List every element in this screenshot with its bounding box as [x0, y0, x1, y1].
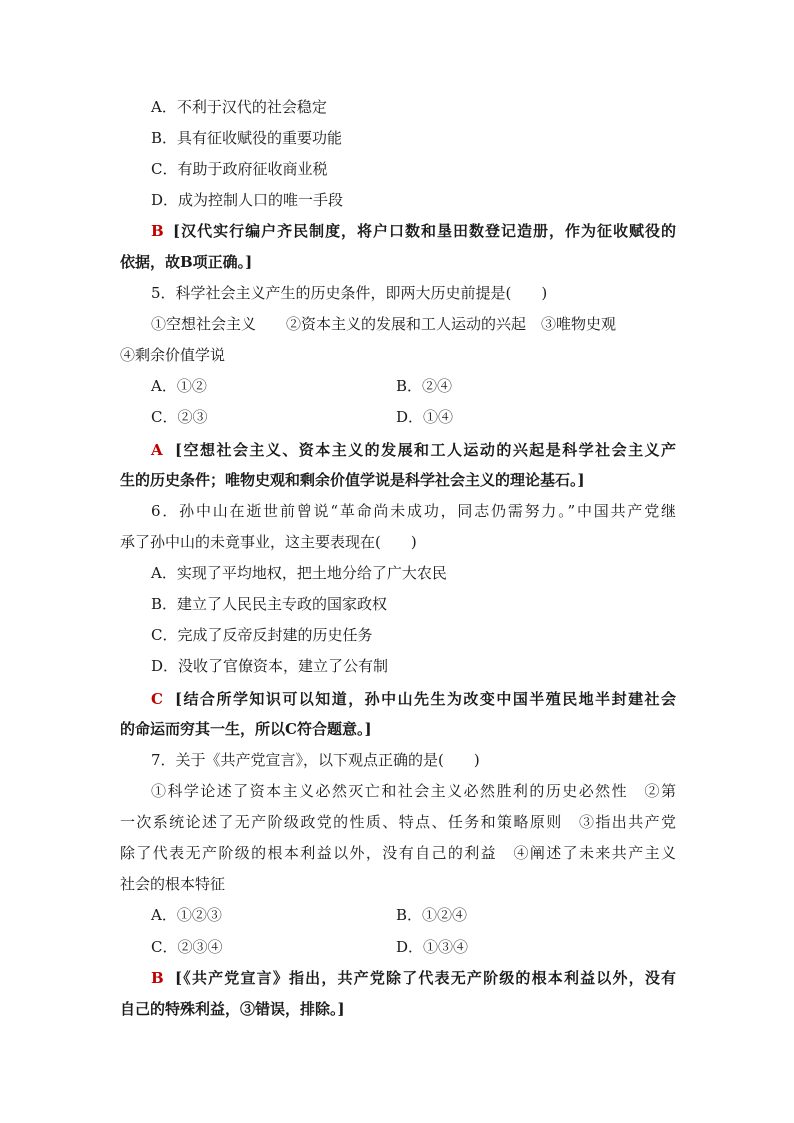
q5-stem: 5．科学社会主义产生的历史条件，即两大历史前提是( ): [151, 284, 548, 302]
q5-explanation-2: 生的历史条件；唯物史观和剩余价值学说是科学社会主义的理论基石。]: [120, 471, 585, 489]
q6-option-d: D．没收了官僚资本，建立了公有制: [151, 657, 389, 675]
q5-answer-line1: [120, 440, 676, 460]
q6-option-a: A．实现了平均地权，把土地分给了广大农民: [151, 564, 447, 582]
q4-answer-letter: B: [151, 222, 164, 240]
q4-option-a: A．不利于汉代的社会稳定: [151, 98, 327, 116]
q5-items-1: ①空想社会主义 ②资本主义的发展和工人运动的兴起 ③唯物史观: [151, 315, 617, 333]
q7-items-3: 除了代表无产阶级的根本利益以外，没有自己的利益 ④阐述了未来共产主义: [120, 844, 676, 862]
q7-stem: 7．关于《共产党宣言》，以下观点正确的是( ): [151, 751, 480, 769]
q6-explanation-2: 的命运而穷其一生，所以C符合题意。]: [120, 720, 372, 738]
q6-stem-1: 6．孙中山在逝世前曾说“革命尚未成功，同志仍需努力。”中国共产党继: [151, 502, 676, 520]
q5-option-a: A．①②: [151, 377, 207, 395]
q4-option-d: D．成为控制人口的唯一手段: [151, 191, 344, 209]
q5-explanation-1: [空想社会主义、资本主义的发展和工人运动的兴起是科学社会主义产: [175, 441, 676, 459]
q5-answer-letter: A: [151, 441, 163, 459]
q7-option-b: B．①②④: [396, 906, 468, 924]
q6-option-b: B．建立了人民民主专政的国家政权: [151, 595, 388, 613]
q7-explanation-1: [《共产党宣言》指出，共产党除了代表无产阶级的根本利益以外，没有: [175, 969, 676, 987]
q5-option-b: B．②④: [396, 377, 453, 395]
q7-option-a: A．①②③: [151, 906, 222, 924]
q7-answer-line1: [120, 968, 676, 988]
q4-option-b: B．具有征收赋役的重要功能: [151, 129, 343, 147]
q4-answer-line1: [120, 221, 676, 241]
q4-option-c: C．有助于政府征收商业税: [151, 160, 328, 178]
q7-option-c: C．②③④: [151, 938, 223, 956]
q4-explanation-2: 依据，故B项正确。]: [120, 253, 253, 271]
q7-explanation-2: 自己的特殊利益，③错误，排除。]: [120, 1000, 345, 1018]
q6-stem-2: 承了孙中山的未竟事业，这主要表现在( ): [120, 533, 417, 551]
q5-option-d: D．①④: [396, 408, 454, 426]
q7-items-4: 社会的根本特征: [120, 875, 226, 893]
q7-items-1: ①科学论述了资本主义必然灭亡和社会主义必然胜利的历史必然性 ②第: [151, 782, 676, 800]
q5-option-c: C．②③: [151, 408, 208, 426]
q5-items-2: ④剩余价值学说: [120, 346, 226, 364]
q7-answer-letter: B: [151, 969, 164, 987]
q4-explanation-1: [汉代实行编户齐民制度，将户口数和垦田数登记造册，作为征收赋役的: [173, 222, 676, 240]
q6-answer-line1: [120, 689, 676, 709]
q6-answer-letter: C: [151, 690, 163, 708]
q6-option-c: C．完成了反帝反封建的历史任务: [151, 626, 373, 644]
q7-items-2: 一次系统论述了无产阶级政党的性质、特点、任务和策略原则 ③指出共产党: [120, 813, 676, 831]
q7-option-d: D．①③④: [396, 938, 469, 956]
q6-explanation-1: [结合所学知识可以知道，孙中山先生为改变中国半殖民地半封建社会: [175, 690, 676, 708]
